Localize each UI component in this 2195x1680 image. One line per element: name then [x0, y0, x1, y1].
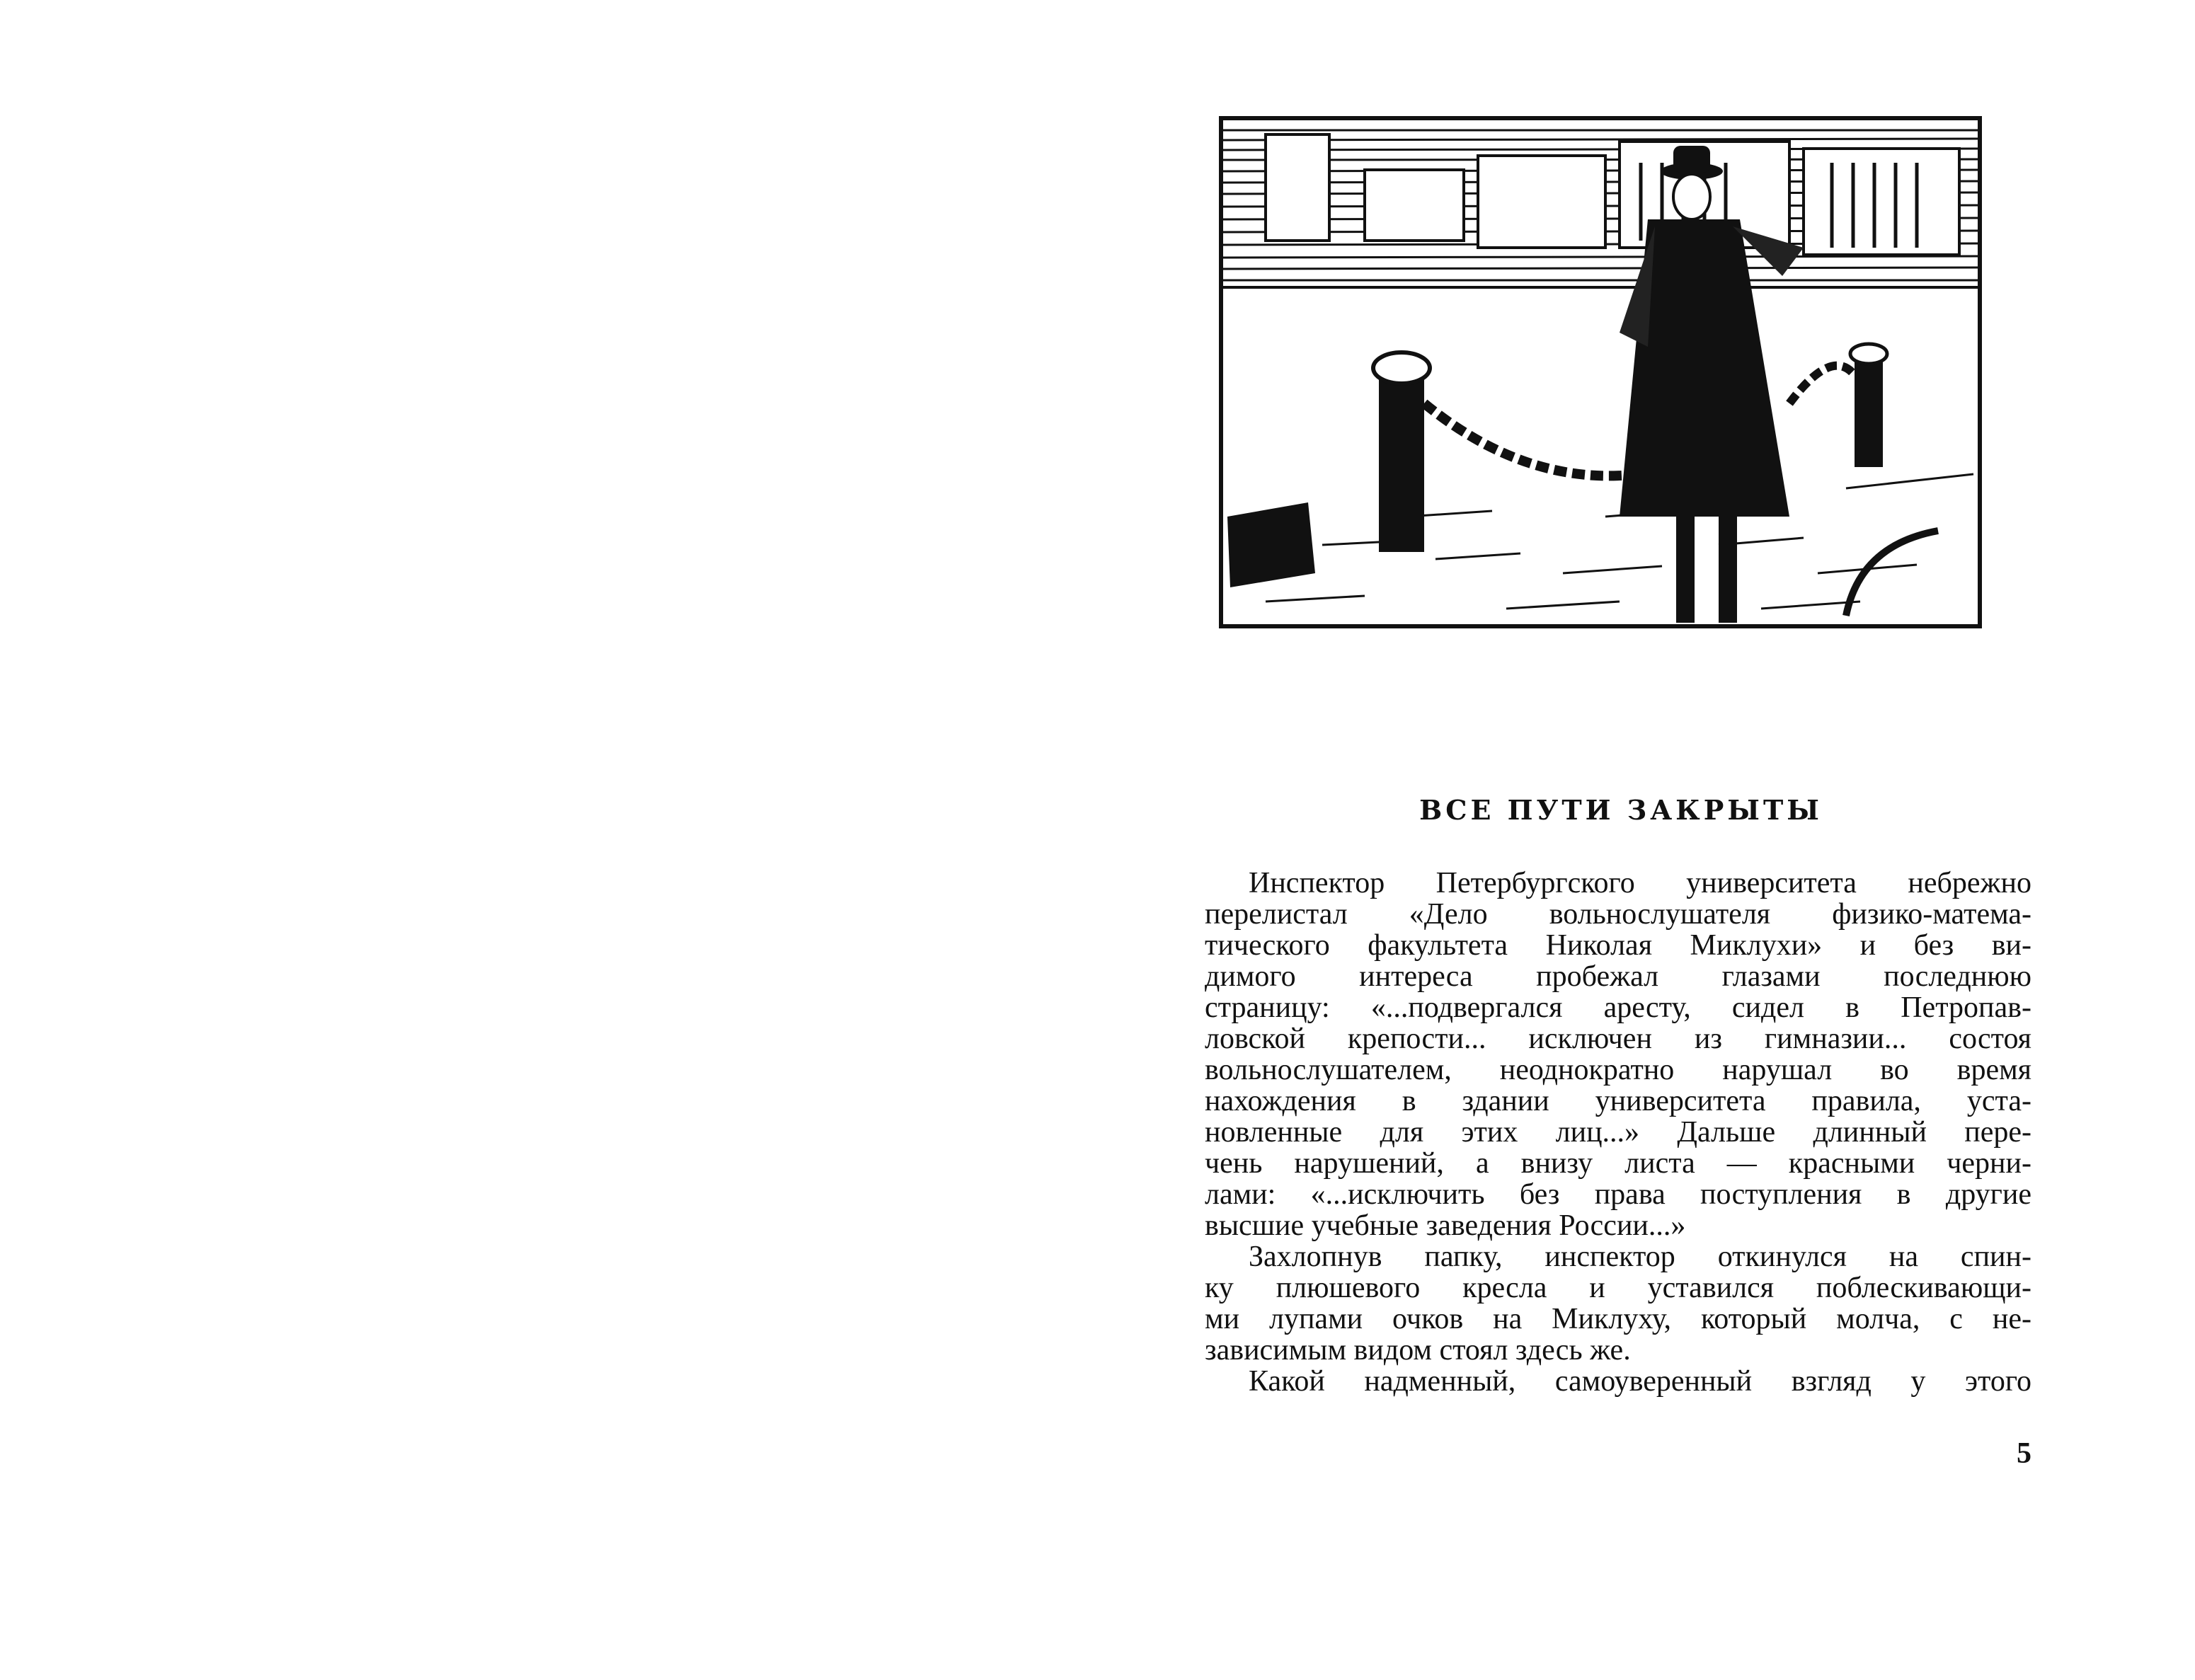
text-line: димого интереса пробежал глазами последнюю: [1205, 960, 2031, 993]
text-line: Инспектор Петербургского университета небрежно: [1249, 867, 2031, 899]
page-number: 5: [2017, 1437, 2031, 1470]
left-bollard: [1373, 352, 1430, 552]
paragraph-3: [1205, 1366, 2031, 1397]
chapter-title: ВСЕ ПУТИ ЗАКРЫТЫ: [1419, 794, 1823, 826]
text-line: нахождения в здании университета правила, уста-: [1205, 1085, 2031, 1117]
wooden-block: [1227, 502, 1315, 587]
right-bollard: [1850, 344, 1887, 467]
text-line: тического факультета Николая Миклухи» и без ви-: [1205, 929, 2031, 962]
text-line: вольнослушателем, неоднократно нарушал во время: [1205, 1054, 2031, 1086]
text-line: чень нарушений, а внизу листа — красными черни-: [1205, 1147, 2031, 1180]
text-line: страницу: «...подвергался аресту, сидел в Петропав-: [1205, 991, 2031, 1024]
text-line: ловской крепости... исключен из гимназии... состоя: [1205, 1023, 2031, 1055]
left-page-blank: [0, 0, 1097, 1680]
text-line: ми лупами очков на Миклуху, который молча, с не-: [1205, 1303, 2031, 1335]
far-buildings: [1266, 134, 1959, 255]
embankment-illustration-svg: [1223, 120, 1978, 624]
text-line: перелистал «Дело вольнослушателя физико-матема-: [1205, 898, 2031, 931]
text-line: Захлопнув папку, инспектор откинулся на спин-: [1249, 1241, 2031, 1273]
text-line: зависимым видом стоял здесь же.: [1205, 1334, 1631, 1367]
text-line: высшие учебные заведения России...»: [1205, 1209, 1686, 1242]
text-line: лами: «...исключить без права поступления в другие: [1205, 1178, 2031, 1211]
paragraph-1: [1205, 868, 2031, 1241]
text-line: новленные для этих лиц...» Дальше длинный пере-: [1205, 1116, 2031, 1149]
text-line: ку плюшевого кресла и уставился поблескивающи-: [1205, 1272, 2031, 1304]
chapter-illustration: [1219, 116, 1982, 628]
body-text: [1205, 868, 2031, 1397]
text-line: Какой надменный, самоуверенный взгляд у этого: [1249, 1365, 2031, 1398]
right-page: [1097, 0, 2195, 1680]
paragraph-2: [1205, 1241, 2031, 1366]
